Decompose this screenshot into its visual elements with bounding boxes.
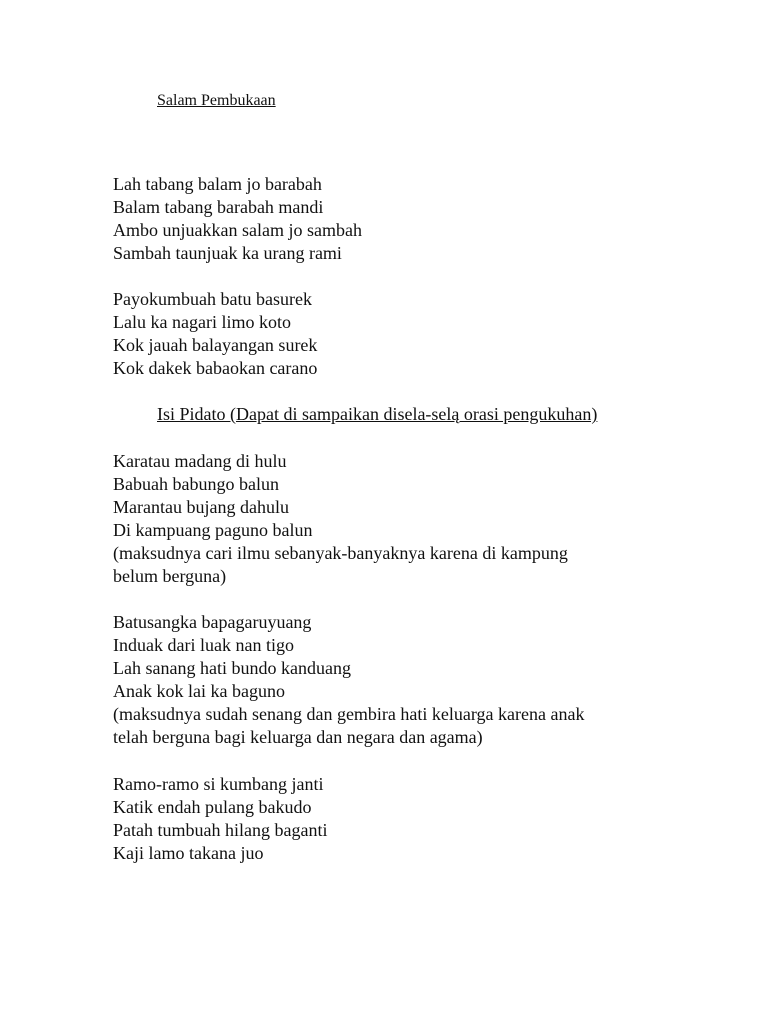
stanza-line: Di kampuang paguno balun — [113, 520, 313, 540]
stanza-line: Marantau bujang dahulu — [113, 497, 289, 517]
stanza-line: Balam tabang barabah mandi — [113, 197, 324, 217]
stanza-line: Lah sanang hati bundo kanduang — [113, 658, 351, 678]
stanza-line: Lah tabang balam jo barabah — [113, 174, 322, 194]
stanza-line: Sambah taunjuak ka urang rami — [113, 243, 342, 263]
stanza-line: Kaji lamo takana juo — [113, 843, 264, 863]
stanza-line: Patah tumbuah hilang baganti — [113, 820, 328, 840]
stanza-3 — [113, 450, 568, 588]
stanza-explanation: (maksudnya cari ilmu sebanyak-banyaknya karena di kampung — [113, 543, 568, 563]
stanza-line: Batusangka bapagaruyuang — [113, 612, 312, 632]
stanza-5 — [113, 773, 327, 865]
stanza-1 — [113, 173, 362, 265]
stanza-line: Anak kok lai ka baguno — [113, 681, 285, 701]
stanza-2 — [113, 288, 317, 380]
stanza-line: Payokumbuah batu basurek — [113, 289, 312, 309]
stanza-line: Kok dakek babaokan carano — [113, 358, 318, 378]
stanza-explanation: (maksudnya sudah senang dan gembira hati keluarga karena anak — [113, 704, 585, 724]
stanza-line: Katik endah pulang bakudo — [113, 797, 312, 817]
greeting-heading: Salam Pembukaan — [157, 92, 276, 109]
stanza-4 — [113, 611, 585, 749]
content-heading: Isi Pidato (Dapat di sampaikan disela-selą orasi pengukuhan) — [157, 404, 598, 424]
stanza-line: Karatau madang di hulu — [113, 451, 287, 471]
stanza-line: Kok jauah balayangan surek — [113, 335, 318, 355]
stanza-line: Babuah babungo balun — [113, 474, 279, 494]
stanza-line: Ambo unjuakkan salam jo sambah — [113, 220, 362, 240]
stanza-line: Ramo-ramo si kumbang janti — [113, 774, 324, 794]
stanza-explanation: telah berguna bagi keluarga dan negara dan agama) — [113, 727, 483, 747]
stanza-line: Lalu ka nagari limo koto — [113, 312, 291, 332]
stanza-explanation: belum berguna) — [113, 566, 227, 586]
stanza-line: Induak dari luak nan tigo — [113, 635, 294, 655]
